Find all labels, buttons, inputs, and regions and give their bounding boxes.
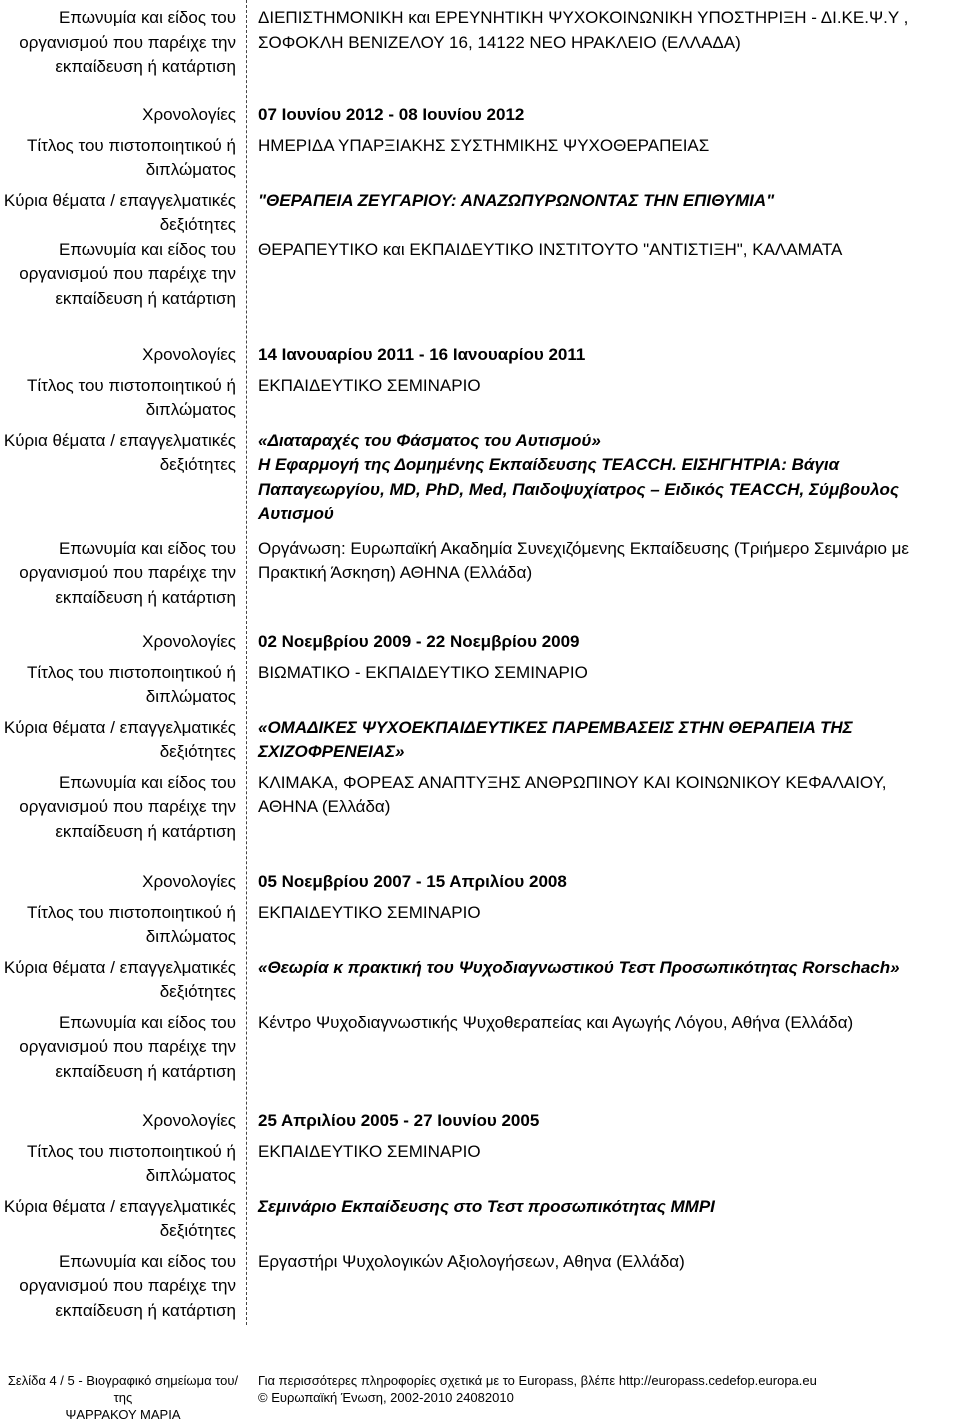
education-entry-5 xyxy=(0,1109,960,1322)
subjects-value: «Διαταραχές του Φάσματος του Αυτισμού» xyxy=(258,430,601,450)
organisation-value: Εργαστήρι Ψυχολογικών Αξιολογήσεων, Αθηνα (Ελλάδα) xyxy=(258,1251,685,1271)
dates-row xyxy=(0,870,960,895)
title-row xyxy=(0,661,960,710)
footer-right xyxy=(258,1372,948,1406)
organisation-value: Οργάνωση: Ευρωπαϊκή Ακαδημία Συνεχιζόμενης Εκπαίδευσης (Τριήμερο Σεμινάριο με Πρακτική Άσκηση) ΑΘΗΝΑ (Ελλάδα) xyxy=(258,538,909,582)
education-entry-2 xyxy=(0,343,960,609)
dates-value: 25 Απριλίου 2005 - 27 Ιουνίου 2005 xyxy=(258,1111,540,1130)
title-row xyxy=(0,1140,960,1189)
title-label: Τίτλος του πιστοποιητικού ή διπλώματος xyxy=(26,375,236,419)
title-value: ΗΜΕΡΙΔΑ ΥΠΑΡΞΙΑΚΗΣ ΣΥΣΤΗΜΙΚΗΣ ΨΥΧΟΘΕΡΑΠΕΙΑΣ xyxy=(258,135,710,155)
organisation-row xyxy=(0,1250,960,1322)
title-value: ΕΚΠΑΙΔΕΥΤΙΚΟ ΣΕΜΙΝΑΡΙΟ xyxy=(258,902,481,922)
title-value: ΒΙΩΜΑΤΙΚΟ - ΕΚΠΑΙΔΕΥΤΙΚΟ ΣΕΜΙΝΑΡΙΟ xyxy=(258,662,588,682)
subjects-row xyxy=(0,429,960,527)
dates-label: Χρονολογίες xyxy=(142,1111,236,1130)
organisation-value: ΚΛΙΜΑΚΑ, ΦΟΡΕΑΣ ΑΝΑΠΤΥΞΗΣ ΑΝΘΡΩΠΙΝΟΥ ΚΑΙ ΚΟΙΝΩΝΙΚΟΥ ΚΕΦΑΛΑΙΟΥ, ΑΘΗΝΑ (Ελλάδα) xyxy=(258,772,887,816)
education-entry-1 xyxy=(0,103,960,310)
subjects-row xyxy=(0,1195,960,1244)
organisation-row xyxy=(0,1011,960,1083)
footer-page-number: Σελίδα 4 / 5 - Βιογραφικό σημείωμα του/της xyxy=(7,1373,239,1405)
subjects-label: Κύρια θέματα / επαγγελματικές δεξιότητες xyxy=(3,430,236,474)
subjects-value: «ΟΜΑΔΙΚΕΣ ΨΥΧΟΕΚΠΑΙΔΕΥΤΙΚΕΣ ΠΑΡΕΜΒΑΣΕΙΣ ΣΤΗΝ ΘΕΡΑΠΕΙΑ ΤΗΣ ΣΧΙΖΟΦΡΕΝΕΙΑΣ» xyxy=(258,717,853,761)
footer-left xyxy=(0,1372,246,1423)
dates-value: 05 Νοεμβρίου 2007 - 15 Απριλίου 2008 xyxy=(258,872,567,891)
title-row xyxy=(0,374,960,423)
title-label: Τίτλος του πιστοποιητικού ή διπλώματος xyxy=(26,662,236,706)
subjects-value-detail: Η Εφαρμογή της Δομημένης Εκπαίδευσης TEACCH. ΕΙΣΗΓΗΤΡΙΑ: Βάγια Παπαγεωργίου, MD, PhD, Med, Παιδοψυχίατρος – Ειδικός TEACCH, Σύμβουλος Αυτισμού xyxy=(258,455,899,523)
organisation-row xyxy=(0,238,960,310)
footer-more-info: Για περισσότερες πληροφορίες σχετικά με το Europass, βλέπε http://europass.cedefop.europa.eu xyxy=(258,1373,817,1388)
subjects-label: Κύρια θέματα / επαγγελματικές δεξιότητες xyxy=(3,957,236,1001)
education-entry-3 xyxy=(0,630,960,843)
footer-name: ΨΑΡΡΑΚΟΥ ΜΑΡΙΑ xyxy=(65,1407,181,1422)
organisation-label: Επωνυμία και είδος του οργανισμού που παρέιχε την εκπαίδευση ή κατάρτιση xyxy=(19,538,236,607)
dates-label: Χρονολογίες xyxy=(142,105,236,124)
dates-row xyxy=(0,343,960,368)
organisation-row xyxy=(0,537,960,609)
organisation-value: ΘΕΡΑΠΕΥΤΙΚΟ και ΕΚΠΑΙΔΕΥΤΙΚΟ ΙΝΣΤΙΤΟΥΤΟ "ΑΝΤΙΣΤΙΞΗ", ΚΑΛΑΜΑΤΑ xyxy=(258,239,843,259)
subjects-label: Κύρια θέματα / επαγγελματικές δεξιότητες xyxy=(3,717,236,761)
organisation-label: Επωνυμία και είδος του οργανισμού που παρέιχε την εκπαίδευση ή κατάρτιση xyxy=(19,1251,236,1320)
footer-copyright: © Ευρωπαϊκή Ένωση, 2002-2010 24082010 xyxy=(258,1390,514,1405)
dates-label: Χρονολογίες xyxy=(142,872,236,891)
dates-value: 14 Ιανουαρίου 2011 - 16 Ιανουαρίου 2011 xyxy=(258,345,586,364)
subjects-label: Κύρια θέματα / επαγγελματικές δεξιότητες xyxy=(3,1196,236,1240)
organisation-row xyxy=(0,771,960,843)
title-value: ΕΚΠΑΙΔΕΥΤΙΚΟ ΣΕΜΙΝΑΡΙΟ xyxy=(258,1141,481,1161)
education-entry-4 xyxy=(0,870,960,1083)
title-label: Τίτλος του πιστοποιητικού ή διπλώματος xyxy=(26,135,236,179)
organisation-label: Επωνυμία και είδος του οργανισμού που παρέιχε την εκπαίδευση ή κατάρτιση xyxy=(19,1012,236,1081)
title-label: Τίτλος του πιστοποιητικού ή διπλώματος xyxy=(26,1141,236,1185)
organisation-row xyxy=(0,6,960,78)
subjects-row xyxy=(0,716,960,765)
organisation-label: Επωνυμία και είδος του οργανισμού που παρέιχε την εκπαίδευση ή κατάρτιση xyxy=(19,772,236,841)
title-value: ΕΚΠΑΙΔΕΥΤΙΚΟ ΣΕΜΙΝΑΡΙΟ xyxy=(258,375,481,395)
dates-row xyxy=(0,103,960,128)
title-row xyxy=(0,134,960,183)
title-label: Τίτλος του πιστοποιητικού ή διπλώματος xyxy=(26,902,236,946)
subjects-value: "ΘΕΡΑΠΕΙΑ ΖΕΥΓΑΡΙΟΥ: ΑΝΑΖΩΠΥΡΩΝΟΝΤΑΣ ΤΗΝ ΕΠΙΘΥΜΙΑ" xyxy=(258,190,775,210)
organisation-label: Επωνυμία και είδος του οργανισμού που παρέιχε την εκπαίδευση ή κατάρτιση xyxy=(19,8,236,76)
organisation-value: ΔΙΕΠΙΣΤΗΜΟΝΙΚΗ και ΕΡΕΥΝΗΤΙΚΗ ΨΥΧΟΚΟΙΝΩΝΙΚΗ ΥΠΟΣΤΗΡΙΞΗ - ΔΙ.ΚΕ.Ψ.Υ , ΣΟΦΟΚΛΗ ΒΕΝΙΖΕΛΟΥ 16, 14122 ΝΕΟ ΗΡΑΚΛΕΙΟ (ΕΛΛΑΔΑ) xyxy=(258,8,909,52)
top-continuation-block xyxy=(0,6,960,78)
title-row xyxy=(0,901,960,950)
dates-row xyxy=(0,1109,960,1134)
organisation-value: Κέντρο Ψυχοδιαγνωστικής Ψυχοθεραπείας και Αγωγής Λόγου, Αθήνα (Ελλάδα) xyxy=(258,1012,854,1032)
subjects-row xyxy=(0,189,960,238)
organisation-label: Επωνυμία και είδος του οργανισμού που παρέιχε την εκπαίδευση ή κατάρτιση xyxy=(19,239,236,308)
subjects-label: Κύρια θέματα / επαγγελματικές δεξιότητες xyxy=(3,190,236,234)
dates-label: Χρονολογίες xyxy=(142,345,236,364)
subjects-value: Σεμινάριο Εκπαίδευσης στο Τεστ προσωπικότητας MMPI xyxy=(258,1196,715,1216)
dates-value: 02 Νοεμβρίου 2009 - 22 Νοεμβρίου 2009 xyxy=(258,632,580,651)
dates-value: 07 Ιουνίου 2012 - 08 Ιουνίου 2012 xyxy=(258,105,525,124)
dates-label: Χρονολογίες xyxy=(142,632,236,651)
dates-row xyxy=(0,630,960,655)
subjects-value: «Θεωρία κ πρακτική του Ψυχοδιαγνωστικού Τεστ Προσωπικότητας Rorschach» xyxy=(258,957,900,977)
subjects-row xyxy=(0,956,960,1005)
